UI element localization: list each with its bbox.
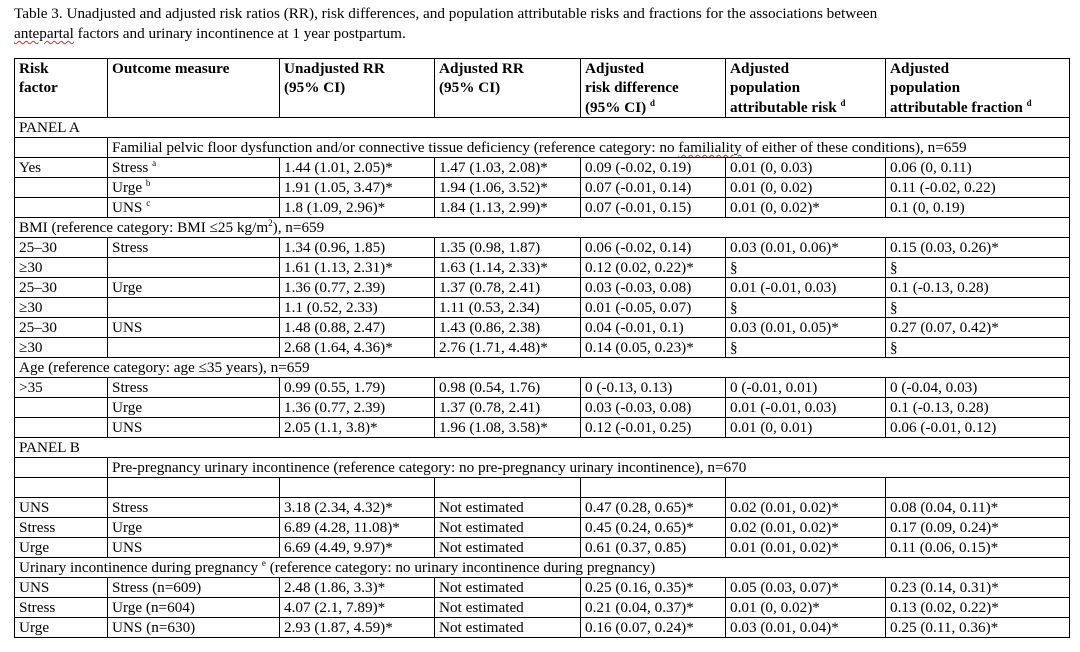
table-cell: 0.21 (0.04, 0.37)*	[581, 598, 726, 618]
table-cell: 2.68 (1.64, 4.36)*	[280, 338, 435, 358]
table-cell: 0.06 (0, 0.11)	[886, 158, 1070, 178]
table-cell: Yes	[15, 158, 108, 178]
table-cell: UNS	[108, 318, 280, 338]
table-cell: 0.15 (0.03, 0.26)*	[886, 238, 1070, 258]
section-header-row	[15, 218, 1070, 238]
table-cell	[726, 478, 886, 498]
table-row	[15, 498, 1070, 518]
table-cell: 0.99 (0.55, 1.79)	[280, 378, 435, 398]
section-header-row	[15, 358, 1070, 378]
panel-a-row	[15, 118, 1070, 138]
table-cell: 0.07 (-0.01, 0.15)	[581, 198, 726, 218]
table-cell: 1.8 (1.09, 2.96)*	[280, 198, 435, 218]
results-table	[14, 58, 1070, 638]
table-row	[15, 198, 1070, 218]
table-cell	[581, 478, 726, 498]
section-pre-pregnancy: Pre-pregnancy urinary incontinence (reference category: no pre-pregnancy urinary incontinence), n=670	[108, 458, 1070, 478]
table-cell	[15, 478, 108, 498]
table-cell: 0.01 (0, 0.03)	[726, 158, 886, 178]
table-cell: 2.93 (1.87, 4.59)*	[280, 618, 435, 638]
table-cell: 0.01 (0.01, 0.02)*	[726, 538, 886, 558]
table-cell: 0.25 (0.16, 0.35)*	[581, 578, 726, 598]
table-cell: 0 (-0.04, 0.03)	[886, 378, 1070, 398]
table-cell: 0.03 (0.01, 0.06)*	[726, 238, 886, 258]
table-cell: 0.03 (-0.03, 0.08)	[581, 398, 726, 418]
table-cell: Urge	[108, 398, 280, 418]
table-cell: §	[726, 298, 886, 318]
table-row	[15, 578, 1070, 598]
table-cell: Not estimated	[435, 538, 581, 558]
table-cell: 0 (-0.13, 0.13)	[581, 378, 726, 398]
table-cell: 0.01 (0, 0.01)	[726, 418, 886, 438]
table-cell	[15, 178, 108, 198]
table-row	[15, 378, 1070, 398]
table-cell: §	[726, 338, 886, 358]
table-row	[15, 618, 1070, 638]
table-cell: 1.96 (1.08, 3.58)*	[435, 418, 581, 438]
table-cell: Not estimated	[435, 598, 581, 618]
table-cell: 0.01 (0, 0.02)*	[726, 598, 886, 618]
table-cell	[435, 478, 581, 498]
table-cell	[108, 338, 280, 358]
table-cell: ≥30	[15, 298, 108, 318]
table-cell: Stress	[108, 498, 280, 518]
table-cell: Stress (n=609)	[108, 578, 280, 598]
table-cell	[15, 418, 108, 438]
table-cell: >35	[15, 378, 108, 398]
table-cell: 3.18 (2.34, 4.32)*	[280, 498, 435, 518]
table-cell: 0.1 (-0.13, 0.28)	[886, 398, 1070, 418]
table-cell: 1.48 (0.88, 2.47)	[280, 318, 435, 338]
table-cell: UNS	[15, 578, 108, 598]
table-row	[15, 238, 1070, 258]
table-cell: 1.36 (0.77, 2.39)	[280, 398, 435, 418]
table-cell: 0.06 (-0.01, 0.12)	[886, 418, 1070, 438]
table-cell: 0.47 (0.28, 0.65)*	[581, 498, 726, 518]
table-cell: 0.01 (-0.01, 0.03)	[726, 398, 886, 418]
table-cell: 0.06 (-0.02, 0.14)	[581, 238, 726, 258]
section-header-row	[15, 138, 1070, 158]
table-cell: Stress	[108, 238, 280, 258]
table-cell: 0.03 (0.01, 0.05)*	[726, 318, 886, 338]
table-cell: 0 (-0.01, 0.01)	[726, 378, 886, 398]
empty-row	[15, 478, 1070, 498]
table-cell: 0.17 (0.09, 0.24)*	[886, 518, 1070, 538]
table-cell: 1.63 (1.14, 2.33)*	[435, 258, 581, 278]
panel-b-label: PANEL B	[15, 438, 1070, 458]
table-cell: Not estimated	[435, 618, 581, 638]
table-cell: 0.1 (0, 0.19)	[886, 198, 1070, 218]
table-cell: 0.98 (0.54, 1.76)	[435, 378, 581, 398]
table-cell: Urge	[108, 278, 280, 298]
header-outcome-measure: Outcome measure	[108, 59, 280, 118]
table-cell: 0.05 (0.03, 0.07)*	[726, 578, 886, 598]
table-cell: 0.09 (-0.02, 0.19)	[581, 158, 726, 178]
table-cell: 0.14 (0.05, 0.23)*	[581, 338, 726, 358]
table-cell: 0.11 (-0.02, 0.22)	[886, 178, 1070, 198]
table-cell: 1.91 (1.05, 3.47)*	[280, 178, 435, 198]
table-cell: §	[886, 298, 1070, 318]
table-cell	[280, 478, 435, 498]
table-cell: ≥30	[15, 338, 108, 358]
table-cell: 0.01 (0, 0.02)	[726, 178, 886, 198]
table-cell: Urge	[15, 618, 108, 638]
table-cell: 1.37 (0.78, 2.41)	[435, 278, 581, 298]
section-age: Age (reference category: age ≤35 years), n=659	[15, 358, 1070, 378]
table-cell: 0.01 (0, 0.02)*	[726, 198, 886, 218]
header-row	[15, 59, 1070, 118]
caption-spellcheck-word: antepartal	[14, 25, 74, 42]
table-cell: UNS	[15, 498, 108, 518]
table-cell: 1.11 (0.53, 2.34)	[435, 298, 581, 318]
table-cell: 25–30	[15, 318, 108, 338]
table-cell: 0.08 (0.04, 0.11)*	[886, 498, 1070, 518]
table-cell: 1.35 (0.98, 1.87)	[435, 238, 581, 258]
table-cell: 0.07 (-0.01, 0.14)	[581, 178, 726, 198]
table-cell: 1.37 (0.78, 2.41)	[435, 398, 581, 418]
table-cell: Not estimated	[435, 498, 581, 518]
table-row	[15, 158, 1070, 178]
table-cell: 1.36 (0.77, 2.39)	[280, 278, 435, 298]
table-row	[15, 598, 1070, 618]
table-row	[15, 518, 1070, 538]
table-cell: 0.02 (0.01, 0.02)*	[726, 498, 886, 518]
table-cell: 1.94 (1.06, 3.52)*	[435, 178, 581, 198]
table-cell: 0.45 (0.24, 0.65)*	[581, 518, 726, 538]
table-row	[15, 278, 1070, 298]
header-adjusted-attributable-risk: Adjusted population attributable risk $^d$	[726, 59, 886, 118]
table-cell: 25–30	[15, 238, 108, 258]
table-cell: UNS $^c$	[108, 198, 280, 218]
table-cell: 0.02 (0.01, 0.02)*	[726, 518, 886, 538]
table-cell: 0.23 (0.14, 0.31)*	[886, 578, 1070, 598]
section-header-row	[15, 458, 1070, 478]
table-cell: ≥30	[15, 258, 108, 278]
table-cell: 0.12 (-0.01, 0.25)	[581, 418, 726, 438]
header-adjusted-rr: Adjusted RR (95% CI)	[435, 59, 581, 118]
header-adjusted-attributable-fraction: Adjusted population attributable fraction $^d$	[886, 59, 1070, 118]
table-cell: §	[726, 258, 886, 278]
table-cell: 1.44 (1.01, 2.05)*	[280, 158, 435, 178]
table-cell: 0.01 (-0.01, 0.03)	[726, 278, 886, 298]
table-cell: 0.25 (0.11, 0.36)*	[886, 618, 1070, 638]
table-cell: Not estimated	[435, 578, 581, 598]
table-cell: Not estimated	[435, 518, 581, 538]
table-row	[15, 298, 1070, 318]
table-cell: 1.84 (1.13, 2.99)*	[435, 198, 581, 218]
table-cell: 0.12 (0.02, 0.22)*	[581, 258, 726, 278]
table-cell: 0.61 (0.37, 0.85)	[581, 538, 726, 558]
section-bmi: BMI (reference category: BMI ≤25 $kg/m^2$), n=659	[15, 218, 1070, 238]
table-cell	[108, 478, 280, 498]
table-cell: 1.47 (1.03, 2.08)*	[435, 158, 581, 178]
table-cell: UNS (n=630)	[108, 618, 280, 638]
table-cell: UNS	[108, 538, 280, 558]
table-cell: §	[886, 258, 1070, 278]
table-caption	[14, 4, 1070, 44]
table-cell: 25–30	[15, 278, 108, 298]
table-cell: Stress	[15, 598, 108, 618]
table-cell: 6.69 (4.49, 9.97)*	[280, 538, 435, 558]
caption-text-end: factors and urinary incontinence at 1 year postpartum.	[73, 25, 406, 42]
table-cell: 1.43 (0.86, 2.38)	[435, 318, 581, 338]
section-header-row	[15, 558, 1070, 578]
table-cell: 2.48 (1.86, 3.3)*	[280, 578, 435, 598]
table-cell: 0.1 (-0.13, 0.28)	[886, 278, 1070, 298]
table-row	[15, 538, 1070, 558]
table-cell: 0.16 (0.07, 0.24)*	[581, 618, 726, 638]
table-cell	[15, 198, 108, 218]
caption-text-start: Table 3. Unadjusted and adjusted risk ratios (RR), risk differences, and population attributable risks and fractions for the associations between	[14, 5, 878, 22]
table-cell: 0.27 (0.07, 0.42)*	[886, 318, 1070, 338]
table-cell: Urge (n=604)	[108, 598, 280, 618]
table-cell: 1.34 (0.96, 1.85)	[280, 238, 435, 258]
section-familial: Familial pelvic floor dysfunction and/or connective tissue deficiency (reference category: no familiality of either of these conditions), n=659	[108, 138, 1070, 158]
table-cell: 1.61 (1.13, 2.31)*	[280, 258, 435, 278]
table-cell: Urge $^b$	[108, 178, 280, 198]
table-cell	[108, 298, 280, 318]
section-during-pregnancy: Urinary incontinence during pregnancy $^e$ (reference category: no urinary incontinence during pregnancy)	[15, 558, 1070, 578]
table-cell: 0.01 (-0.05, 0.07)	[581, 298, 726, 318]
table-cell: 0.04 (-0.01, 0.1)	[581, 318, 726, 338]
header-unadjusted-rr: Unadjusted RR (95% CI)	[280, 59, 435, 118]
table-cell: §	[886, 338, 1070, 358]
table-cell: Stress $^a$	[108, 158, 280, 178]
table-cell: 4.07 (2.1, 7.89)*	[280, 598, 435, 618]
table-cell: Urge	[108, 518, 280, 538]
table-cell	[15, 398, 108, 418]
panel-b-row	[15, 438, 1070, 458]
header-adjusted-risk-difference: Adjusted risk difference (95% CI) $^d$	[581, 59, 726, 118]
table-row	[15, 178, 1070, 198]
table-cell: Stress	[108, 378, 280, 398]
table-cell: Urge	[15, 538, 108, 558]
table-row	[15, 418, 1070, 438]
table-cell: 0.03 (-0.03, 0.08)	[581, 278, 726, 298]
table-cell: 1.1 (0.52, 2.33)	[280, 298, 435, 318]
table-cell: 0.03 (0.01, 0.04)*	[726, 618, 886, 638]
table-cell: 2.76 (1.71, 4.48)*	[435, 338, 581, 358]
table-cell: 0.11 (0.06, 0.15)*	[886, 538, 1070, 558]
header-risk-factor: Risk factor	[15, 59, 108, 118]
panel-a-label: PANEL A	[15, 118, 1070, 138]
table-cell: Stress	[15, 518, 108, 538]
table-row	[15, 338, 1070, 358]
table-cell: 0.13 (0.02, 0.22)*	[886, 598, 1070, 618]
table-row	[15, 318, 1070, 338]
table-cell	[886, 478, 1070, 498]
table-cell: UNS	[108, 418, 280, 438]
table-cell: 2.05 (1.1, 3.8)*	[280, 418, 435, 438]
table-cell	[108, 258, 280, 278]
table-row	[15, 398, 1070, 418]
table-cell: 6.89 (4.28, 11.08)*	[280, 518, 435, 538]
table-row	[15, 258, 1070, 278]
